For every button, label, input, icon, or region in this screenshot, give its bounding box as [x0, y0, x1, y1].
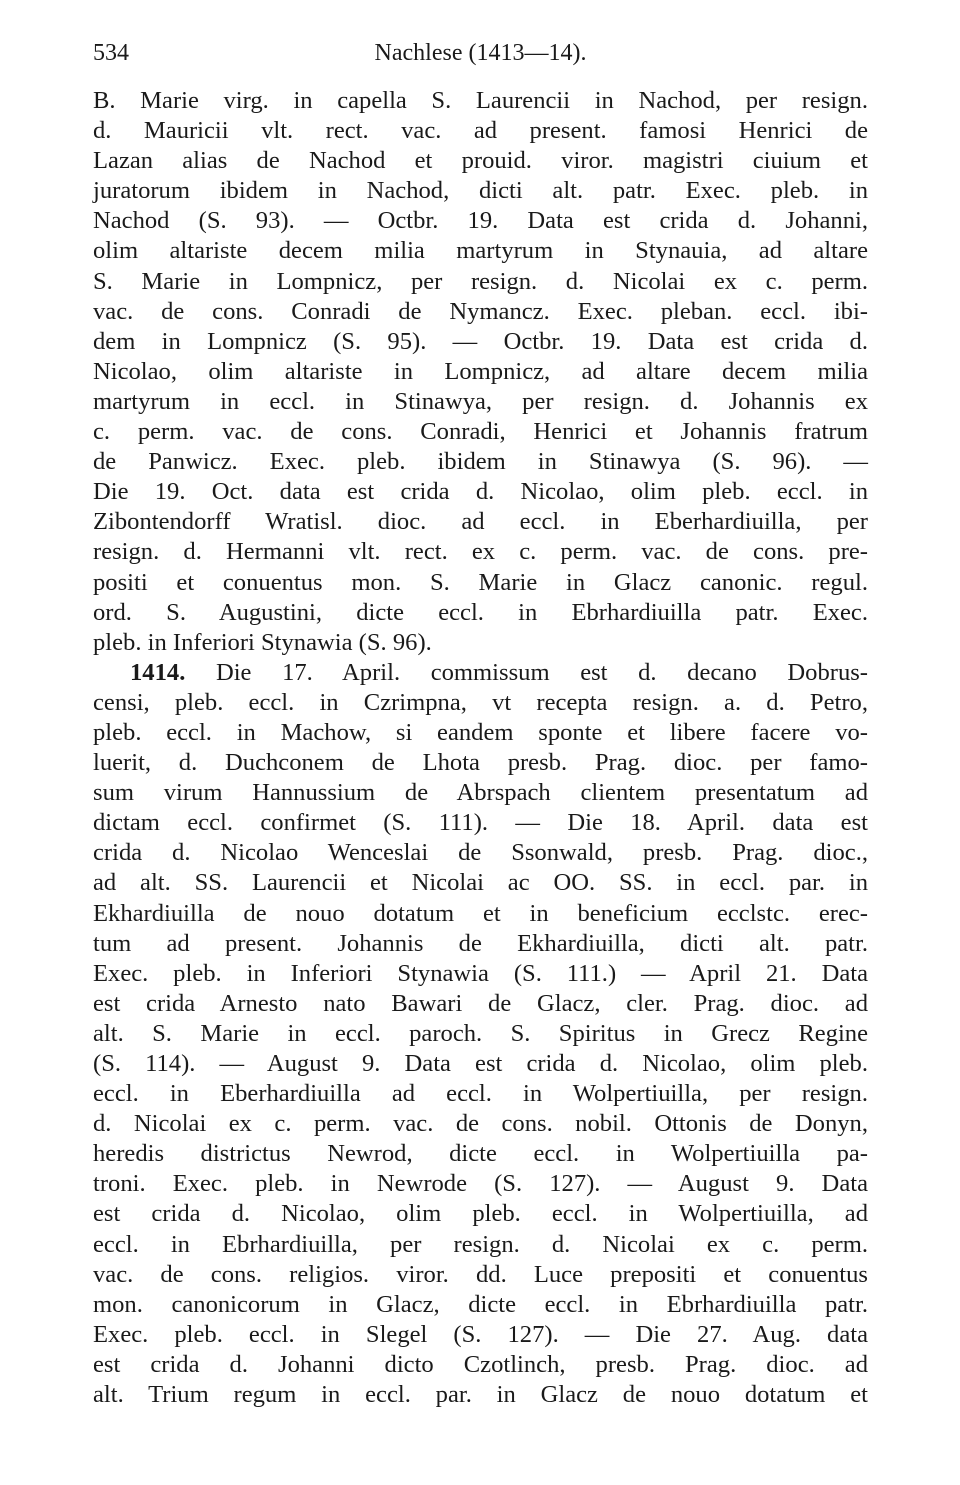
text-line: est crida Arnesto nato Bawari de Glacz, cler. Prag. dioc. ad	[93, 989, 868, 1017]
text-line: vac. de cons. religios. viror. dd. Luce prepositi et conuentus	[93, 1260, 868, 1288]
running-title: Nachlese (1413—14).	[374, 40, 587, 66]
text-line: eccl. in Ebrhardiuilla, per resign. d. Nicolai ex c. perm.	[93, 1230, 868, 1258]
year-heading: 1414.	[130, 658, 186, 686]
body-text	[93, 86, 868, 1410]
text-line: sum virum Hannussium de Abrspach clientem presentatum ad	[93, 779, 868, 807]
text-line: eccl. in Eberhardiuilla ad eccl. in Wolpertiuilla, per resign.	[93, 1080, 868, 1108]
text-line: de Panwicz. Exec. pleb. ibidem in Stinawya (S. 96). —	[93, 448, 868, 476]
text-line: d. Mauricii vlt. rect. vac. ad present. famosi Henrici de	[93, 117, 868, 145]
text-line: est crida d. Nicolao, olim pleb. eccl. in Wolpertiuilla, ad	[93, 1200, 868, 1228]
text-line: Exec. pleb. in Inferiori Stynawia (S. 111.) — April 21. Data	[93, 959, 868, 987]
text-line: heredis districtus Newrod, dicte eccl. in Wolpertiuilla pa-	[93, 1140, 868, 1168]
text-line: mon. canonicorum in Glacz, dicte eccl. in Ebrhardiuilla patr.	[93, 1290, 868, 1318]
text-line: alt. S. Marie in eccl. paroch. S. Spiritus in Grecz Regine	[93, 1019, 868, 1047]
text-line: censi, pleb. eccl. in Czrimpna, vt recepta resign. a. d. Petro,	[93, 688, 868, 716]
text-line: c. perm. vac. de cons. Conradi, Henrici et Johannis fratrum	[93, 418, 868, 446]
text-line: positi et conuentus mon. S. Marie in Glacz canonic. regul.	[93, 568, 868, 596]
text-line: pleb. eccl. in Machow, si eandem sponte et libere facere vo-	[93, 718, 868, 746]
text-line: alt. Trium regum in eccl. par. in Glacz de nouo dotatum et	[93, 1381, 868, 1409]
text-line: olim altariste decem milia martyrum in Stynauia, ad altare	[93, 237, 868, 265]
text-line: Ekhardiuilla de nouo dotatum et in beneficium ecclstc. erec-	[93, 899, 868, 927]
text-line: Die 19. Oct. data est crida d. Nicolao, olim pleb. eccl. in	[93, 478, 868, 506]
year-line-text: Die 17. April. commissum est d. decano Dobrus-	[215, 658, 868, 686]
running-head	[93, 40, 868, 80]
text-line: vac. de cons. Conradi de Nymancz. Exec. pleban. eccl. ibi-	[93, 297, 868, 325]
book-page	[93, 40, 868, 1410]
text-line: crida d. Nicolao Wenceslai de Ssonwald, presb. Prag. dioc.,	[93, 839, 868, 867]
text-line: (S. 114). — August 9. Data est crida d. Nicolao, olim pleb.	[93, 1050, 868, 1077]
text-line: pleb. in Inferiori Stynawia (S. 96).	[93, 628, 432, 656]
text-line: ad alt. SS. Laurencii et Nicolai ac OO. SS. in eccl. par. in	[93, 869, 868, 897]
text-line: Nachod (S. 93). — Octbr. 19. Data est crida d. Johanni,	[93, 207, 868, 235]
text-line: luerit, d. Duchconem de Lhota presb. Prag. dioc. per famo-	[93, 749, 868, 777]
text-line: juratorum ibidem in Nachod, dicti alt. patr. Exec. pleb. in	[93, 177, 868, 205]
text-line: resign. d. Hermanni vlt. rect. ex c. perm. vac. de cons. pre-	[93, 538, 868, 566]
text-line: troni. Exec. pleb. in Newrode (S. 127). — August 9. Data	[93, 1170, 868, 1198]
text-line: tum ad present. Johannis de Ekhardiuilla, dicti alt. patr.	[93, 929, 868, 957]
text-line: Exec. pleb. eccl. in Slegel (S. 127). — Die 27. Aug. data	[93, 1320, 868, 1348]
text-line: B. Marie virg. in capella S. Laurencii in Nachod, per resign.	[93, 87, 868, 114]
text-line: martyrum in eccl. in Stinawya, per resign. d. Johannis ex	[93, 387, 868, 415]
text-line: est crida d. Johanni dicto Czotlinch, presb. Prag. dioc. ad	[93, 1350, 868, 1378]
text-line: S. Marie in Lompnicz, per resign. d. Nicolai ex c. perm.	[93, 267, 868, 295]
text-line: Zibontendorff Wratisl. dioc. ad eccl. in Eberhardiuilla, per	[93, 508, 868, 536]
text-line: Lazan alias de Nachod et prouid. viror. magistri ciuium et	[93, 147, 868, 175]
text-line: ord. S. Augustini, dicte eccl. in Ebrhardiuilla patr. Exec.	[93, 598, 868, 626]
year-line	[93, 658, 868, 688]
text-line: d. Nicolai ex c. perm. vac. de cons. nobil. Ottonis de Donyn,	[93, 1110, 868, 1138]
text-line: Nicolao, olim altariste in Lompnicz, ad altare decem milia	[93, 357, 868, 385]
text-line: dictam eccl. confirmet (S. 111). — Die 18. April. data est	[93, 809, 868, 837]
page-number: 534	[93, 40, 129, 66]
text-line: dem in Lompnicz (S. 95). — Octbr. 19. Data est crida d.	[93, 327, 868, 355]
